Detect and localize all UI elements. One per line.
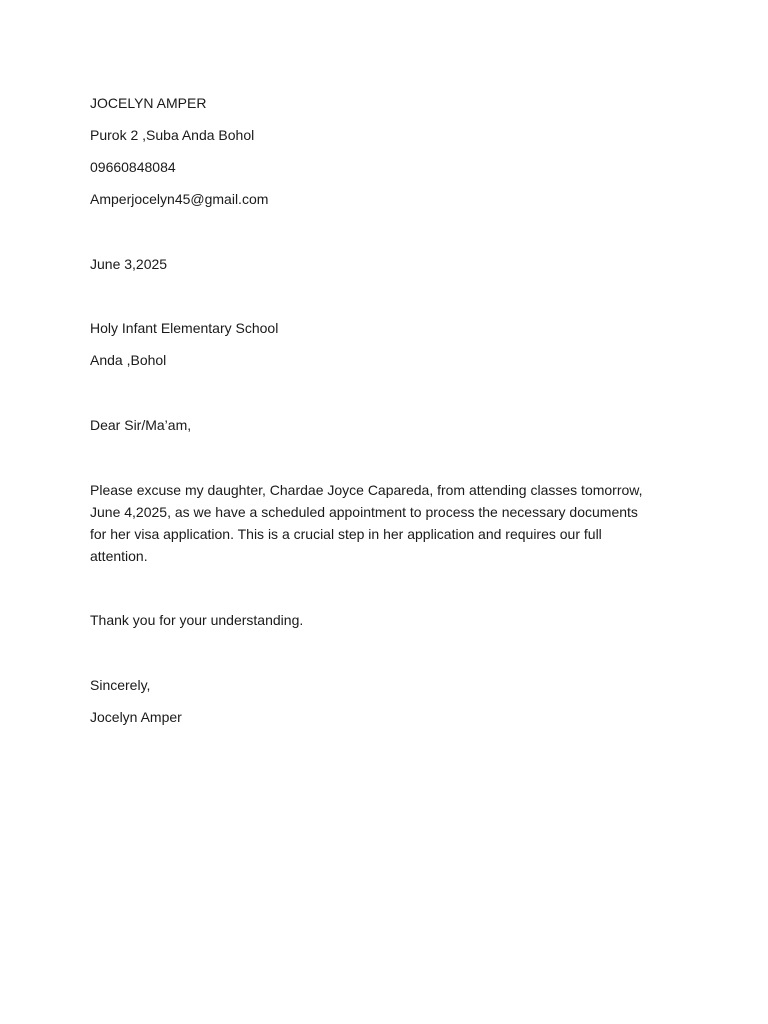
body-line: for her visa application. This is a crucial step in her application and requires our full — [90, 526, 602, 542]
thanks-line: Thank you for your understanding. — [90, 612, 304, 628]
body-line: Please excuse my daughter, Chardae Joyce Capareda, from attending classes tomorrow, — [90, 482, 643, 498]
recipient-school: Holy Infant Elementary School — [90, 320, 279, 336]
sender-address: Purok 2 ,Suba Anda Bohol — [90, 127, 255, 143]
body-line: attention. — [90, 548, 148, 564]
salutation: Dear Sir/Ma’am, — [90, 417, 192, 433]
body-line: June 4,2025, as we have a scheduled appointment to process the necessary documents — [90, 504, 638, 520]
sender-email: Amperjocelyn45@gmail.com — [90, 191, 269, 207]
sender-phone: 09660848084 — [90, 159, 176, 175]
sender-name: JOCELYN AMPER — [90, 95, 207, 111]
closing: Sincerely, — [90, 677, 151, 693]
recipient-location: Anda ,Bohol — [90, 352, 167, 368]
body-paragraph — [90, 479, 670, 567]
letter-date: June 3,2025 — [90, 256, 168, 272]
signature-name: Jocelyn Amper — [90, 709, 182, 725]
